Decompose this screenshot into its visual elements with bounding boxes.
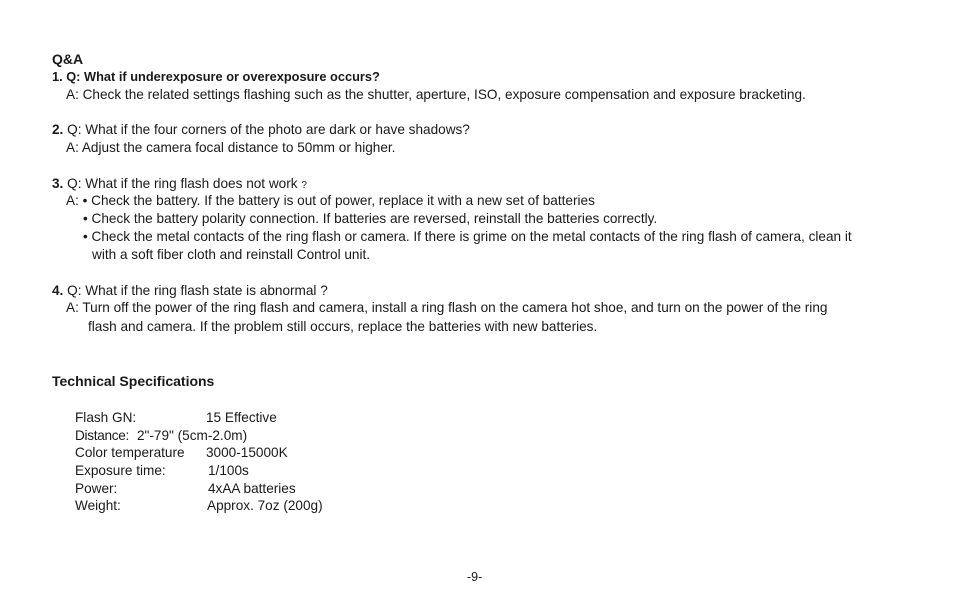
q1-answer: A: Check the related settings flashing such as the shutter, aperture, ISO, exposure compensation and exposure bracketing.: [66, 87, 806, 102]
q4-answer-line-1: A: Turn off the power of the ring flash and camera, install a ring flash on the camera hot shoe, and turn on the power of the ring: [66, 300, 828, 315]
spec-label-flash-gn: Flash GN:: [75, 410, 137, 425]
q4-number: 4.: [52, 283, 64, 298]
spec-label-color-temperature: Color temperature: [75, 445, 185, 460]
spec-value-weight: Approx. 7oz (200g): [207, 498, 323, 513]
spec-value-flash-gn: 15 Effective: [206, 410, 277, 425]
q2-answer: A: Adjust the camera focal distance to 50mm or higher.: [66, 140, 396, 155]
specs-heading: Technical Specifications: [52, 373, 215, 389]
q3-question-mark: ?: [301, 180, 307, 191]
q3-answer-line-4: with a soft fiber cloth and reinstall Control unit.: [92, 247, 371, 262]
q2-question: [52, 121, 470, 139]
spec-value-color-temperature: 3000-15000K: [206, 445, 288, 460]
spec-value-power: 4xAA batteries: [208, 481, 296, 496]
spec-label-power: Power:: [75, 481, 118, 496]
q3-question-text: Q: What if the ring flash does not work: [63, 176, 298, 191]
q4-question: [52, 282, 328, 300]
q3-answer-line-1: A: • Check the battery. If the battery is out of power, replace it with a new set of batteries: [66, 193, 595, 208]
spec-label-weight: Weight:: [75, 498, 121, 513]
spec-label-distance: Distance:: [75, 428, 129, 443]
q2-question-text: Q: What if the four corners of the photo are dark or have shadows?: [63, 122, 470, 137]
q3-answer-line-3: • Check the metal contacts of the ring flash or camera. If there is grime on the metal contacts of the ring flash of camera, clean it: [83, 229, 852, 244]
q4-question-text: Q: What if the ring flash state is abnormal ?: [63, 283, 328, 298]
spec-value-exposure-time: 1/100s: [208, 463, 249, 478]
q4-answer-line-2: flash and camera. If the problem still occurs, replace the batteries with new batteries.: [88, 319, 598, 334]
page-number: -9-: [467, 570, 483, 584]
spec-label-exposure-time: Exposure time:: [75, 463, 166, 478]
qa-heading: Q&A: [52, 51, 84, 67]
q2-number: 2.: [52, 122, 64, 137]
spec-value-distance: 2"-79" (5cm-2.0m): [137, 428, 248, 443]
q3-number: 3.: [52, 176, 64, 191]
q1-question: 1. Q: What if underexposure or overexposure occurs?: [52, 69, 380, 84]
q3-answer-line-2: • Check the battery polarity connection. If batteries are reversed, reinstall the batteries correctly.: [83, 211, 658, 226]
